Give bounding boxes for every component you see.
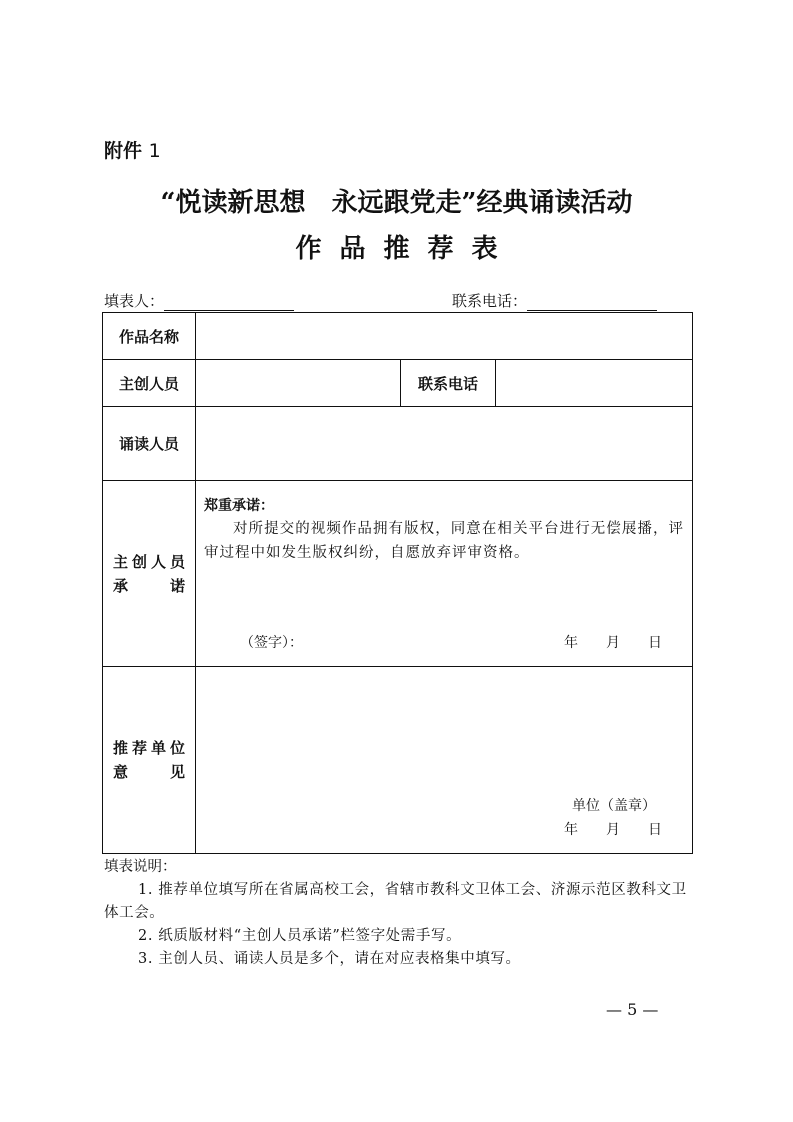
row-work-name — [103, 313, 693, 360]
unit-seal: 单位（盖章） — [572, 798, 657, 814]
note-item-2: 2. 纸质版材料“主创人员承诺”栏签字处需手写。 — [138, 928, 462, 944]
filler-underline[interactable] — [164, 294, 294, 311]
attachment-text: 附件 — [104, 140, 143, 162]
row-pledge — [103, 481, 693, 667]
fill-instructions — [104, 856, 692, 971]
signature-label[interactable]: （签字）： — [240, 635, 303, 651]
creator-input[interactable] — [196, 360, 401, 407]
pledge-text: 对所提交的视频作品拥有版权，同意在相关平台进行无偿展播，评审过程中如发生版权纠纷，自愿放弃评审资格。 — [204, 521, 685, 561]
pledge-date: 年 月 日 — [564, 635, 663, 651]
row-creator — [103, 360, 693, 407]
contact-label: 联系电话： — [452, 292, 528, 310]
recommendation-label — [103, 667, 196, 854]
pledge-label-line2: 承诺 — [113, 576, 185, 595]
pledge-label — [103, 481, 196, 667]
rec-label-line2: 意见 — [113, 763, 185, 781]
contact-field — [452, 290, 657, 311]
recommendation-date: 年 月 日 — [564, 822, 663, 838]
attachment-number: 1 — [148, 140, 161, 162]
phone-label: 联系电话 — [401, 360, 496, 407]
rec-label-line1: 推荐单位 — [113, 739, 185, 757]
row-recommendation — [103, 667, 693, 854]
reciter-label: 诵读人员 — [103, 407, 196, 481]
creator-label: 主创人员 — [103, 360, 196, 407]
page-subtitle: 作品推荐表 — [295, 234, 516, 264]
page-number: — 5 — — [606, 1000, 659, 1019]
work-name-label: 作品名称 — [103, 313, 196, 360]
attachment-label — [104, 136, 161, 163]
notes-heading: 填表说明： — [104, 859, 177, 875]
work-name-input[interactable] — [196, 313, 693, 360]
note-item-1: 1. 推荐单位填写所在省属高校工会，省辖市教科文卫体工会、济源示范区教科文卫体工会。 — [104, 882, 687, 921]
page-title: “悦读新思想 永远跟党走”经典诵读活动 — [160, 188, 633, 218]
pledge-content — [196, 481, 693, 667]
phone-input[interactable] — [496, 360, 693, 407]
pledge-heading: 郑重承诺： — [204, 498, 274, 514]
contact-underline[interactable] — [527, 294, 657, 311]
filler-label: 填表人： — [104, 292, 165, 310]
row-reciter — [103, 407, 693, 481]
filler-field — [104, 290, 294, 311]
recommendation-form-table — [102, 312, 693, 854]
recommendation-content[interactable] — [196, 667, 693, 854]
note-item-3: 3. 主创人员、诵读人员是多个，请在对应表格集中填写。 — [138, 951, 521, 967]
reciter-input[interactable] — [196, 407, 693, 481]
pledge-label-line1: 主创人员 — [113, 552, 185, 571]
